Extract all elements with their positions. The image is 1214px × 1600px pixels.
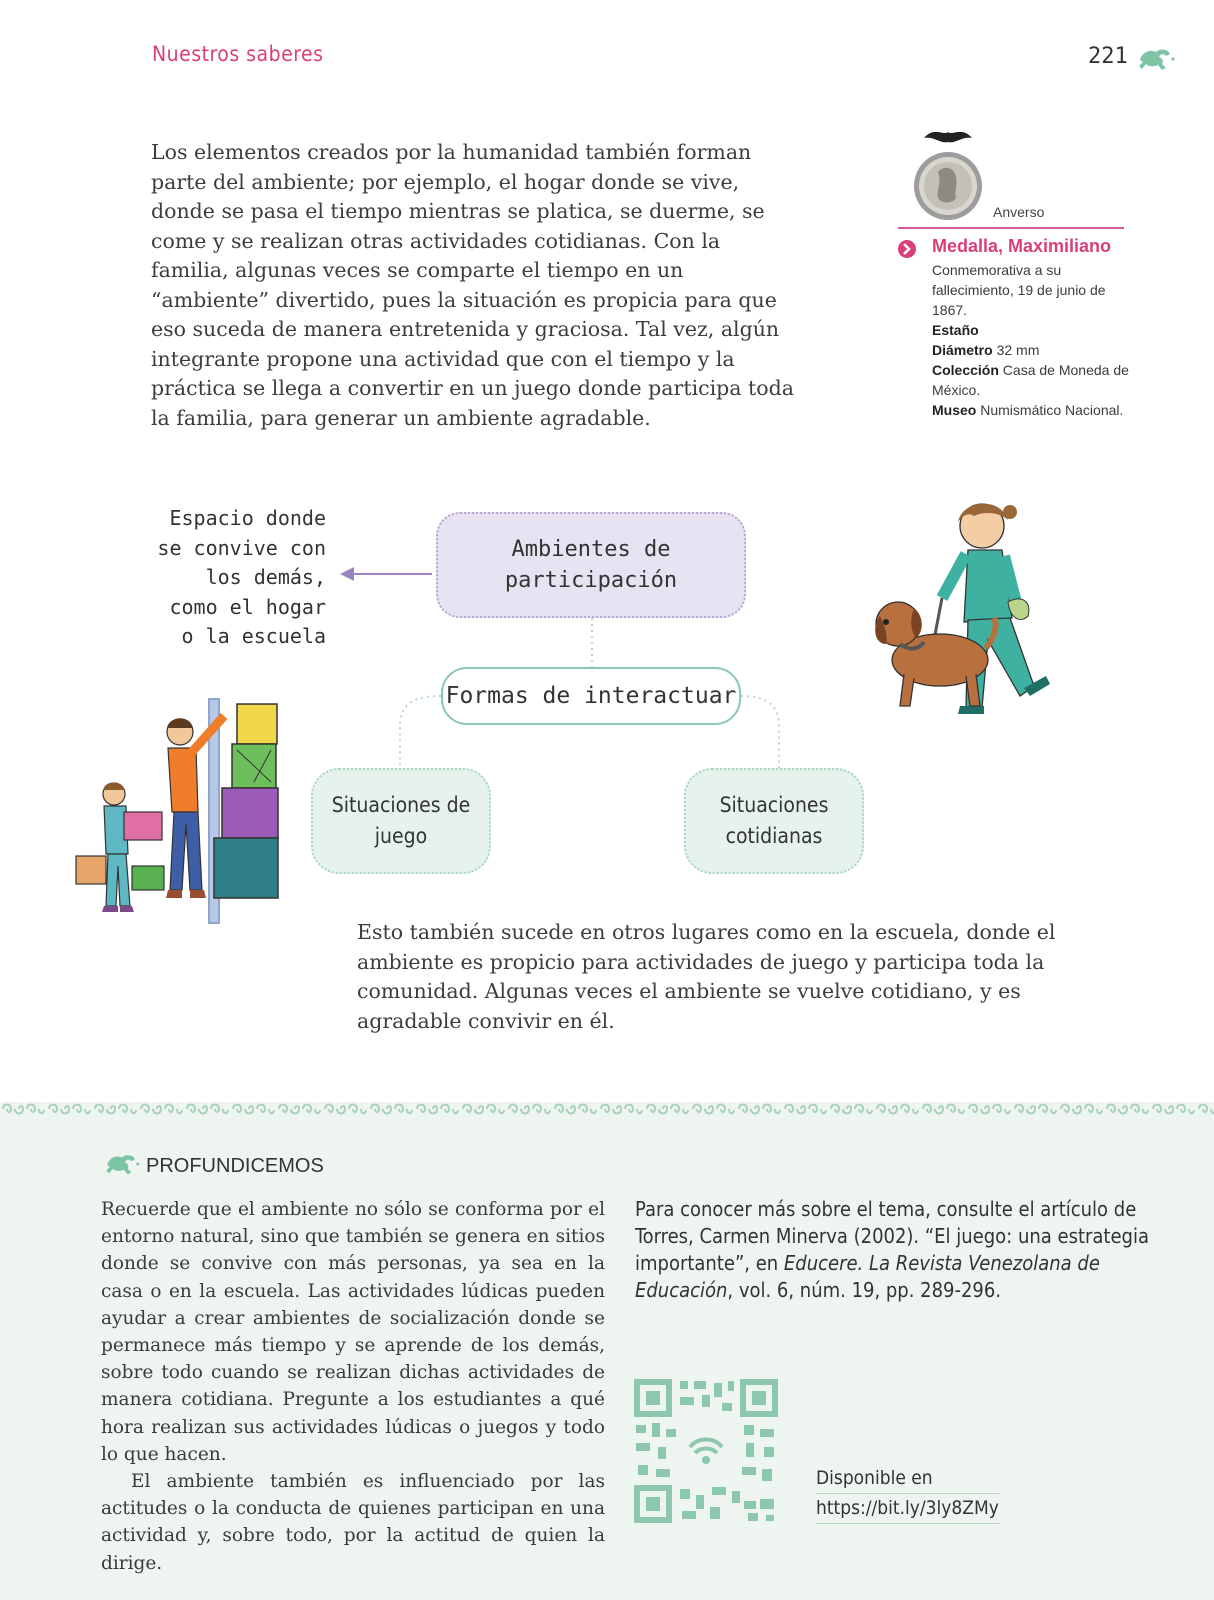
profundicemos-body	[101, 1196, 605, 1577]
profundicemos-paragraph-2: El ambiente también es influenciado por las actitudes o la conducta de quienes participan en una actividad y, sobre todo, por la actitud de quien la dirige.	[101, 1471, 605, 1574]
reference-text	[635, 1196, 1155, 1304]
qr-code[interactable]	[632, 1377, 780, 1525]
profundicemos-paragraph-1: Recuerde que el ambiente no sólo se conforma por el entorno natural, sino que también se genera en sitios donde se convive con más personas, ya sea en la casa o en la escuela. Las actividades lúdicas pueden ayudar a crear ambientes de socialización donde se permanece más tiempo y se aprende de los demás, sobre todo cuando se realizan dichas actividades de manera cotidiana. Pregunte a los estudiantes a qué hora realizan sus actividades lúdicas o juegos y todo lo que hacen.	[101, 1199, 605, 1465]
medal-title: Medalla, Maximiliano	[932, 236, 1112, 256]
reference-journal: Educere. La Revista Venezolana de Educación	[635, 1251, 1100, 1302]
reference-intro: Para conocer más sobre el tema, consulte el artículo de Torres, Carmen Minerva (2002). “El juego: una estrategia importante”, en	[635, 1197, 1149, 1275]
medal-museum-label: Museo	[932, 402, 977, 418]
family-boxes-illustration	[74, 694, 289, 934]
available-label: Disponible en	[816, 1467, 1000, 1494]
decorative-border	[0, 1100, 1214, 1118]
arrow-left-icon	[340, 567, 354, 581]
chevron-right-icon	[897, 239, 917, 259]
concept-participation	[436, 512, 746, 618]
concept-daily-situations	[684, 768, 864, 874]
medal-collection-value: Casa de Moneda de México.	[932, 362, 1129, 398]
medal-side-label: Anverso	[993, 204, 1045, 220]
reference-tail: , vol. 6, núm. 19, pp. 289-296.	[727, 1278, 1002, 1302]
medal-image	[908, 124, 988, 224]
concept-interaction	[441, 667, 741, 725]
medal-diameter-label: Diámetro	[932, 342, 993, 358]
intro-paragraph	[151, 138, 801, 433]
school-paragraph: Esto también sucede en otros lugares como en la escuela, donde el ambiente es propicio para actividades de juego y participa toda la comunidad. Algunas veces el ambiente se vuelve cotidiano, y es agradable convivir en él.	[357, 920, 1056, 1033]
medal-description: Conmemorativa a su fallecimiento, 19 de junio de 1867.	[932, 262, 1106, 318]
aztec-glyph-icon	[103, 1152, 141, 1178]
girl-walking-dog-illustration	[870, 498, 1102, 728]
section-title: Nuestros saberes	[152, 42, 324, 66]
medal-divider	[898, 227, 1124, 229]
concept-daily-label: Situaciones cotidianas	[719, 793, 829, 848]
concept-play-situations	[311, 768, 491, 874]
medal-collection-label: Colección	[932, 362, 999, 378]
concept-interaction-label: Formas de interactuar	[445, 683, 737, 709]
connector-interact-daily	[741, 696, 779, 768]
space-note: Espacio donde se convive con los demás, como el hogar o la escuela	[157, 506, 326, 648]
page-number: 221	[1088, 44, 1128, 69]
profundicemos-heading: PROFUNDICEMOS	[146, 1155, 324, 1177]
intro-text: Los elementos creados por la humanidad también forman parte del ambiente; por ejemplo, el hogar donde se vive, donde se pasa el tiempo mientras se platica, se duerme, se come y se realizan otras actividades cotidianas. Con la familia, algunas veces se comparte el tiempo en un “ambiente” divertido, pues la situación es propicia para que eso suceda de manera entretenida y graciosa. Tal vez, algún integrante propone una actividad que con el tiempo y la práctica se llega a convertir en un juego donde participa toda la familia, para generar un ambiente agradable.	[151, 140, 794, 430]
concept-play-label: Situaciones de juego	[331, 793, 471, 848]
concept-participation-label: Ambientes de participación	[504, 537, 678, 593]
medal-diameter-value: 32 mm	[996, 342, 1040, 358]
connector-interact-play	[400, 696, 441, 768]
medal-details	[932, 260, 1132, 420]
available-link[interactable]: https://bit.ly/3ly8ZMy	[816, 1497, 1000, 1524]
aztec-glyph-icon	[1136, 46, 1176, 74]
medal-material: Estaño	[932, 322, 979, 338]
medal-museum-value: Numismático Nacional.	[980, 402, 1124, 418]
